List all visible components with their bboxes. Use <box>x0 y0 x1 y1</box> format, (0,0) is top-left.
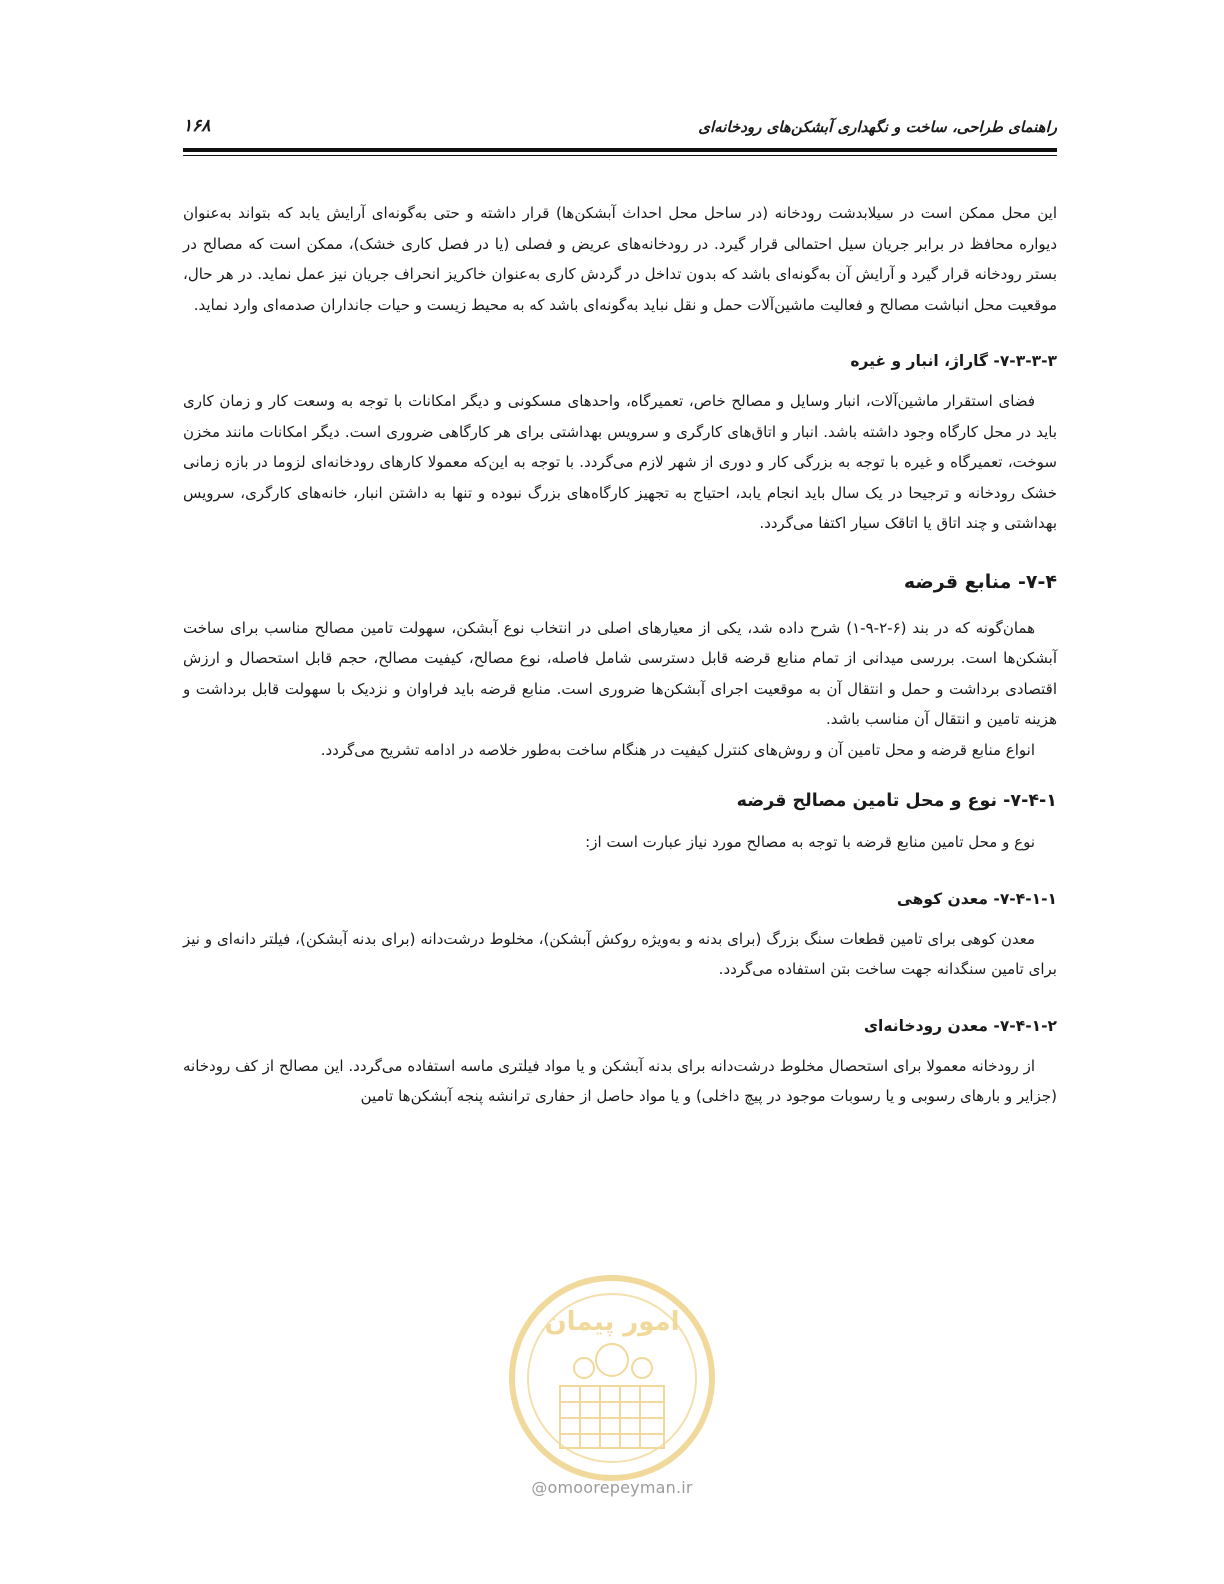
header-rule-thin <box>183 155 1057 156</box>
heading-mountain-quarry: ۷-۴-۱-۱- معدن کوهی <box>896 889 1057 908</box>
page-number: ۱۶۸ <box>183 116 211 136</box>
paragraph-river-quarry: از رودخانه معمولا برای استحصال مخلوط درشت‌دانه برای بدنه آبشکن و یا مواد فیلتری ماسه استفاده می‌گردد. این مصالح از کف رودخانه (جزایر و بارهای رسوبی و یا رسوبات موجود در پیچ داخلی) و یا مواد حاصل از حفاری ترانشه پنجه آبشکن‌ها تامین <box>183 1056 1057 1105</box>
heading-river-quarry: ۷-۴-۱-۲- معدن رودخانه‌ای <box>863 1016 1057 1035</box>
body-text <box>183 198 1057 1112</box>
paragraph-borrow-type-location: نوع و محل تامین منابع قرضه با توجه به مصالح مورد نیاز عبارت است از: <box>585 833 1035 851</box>
running-header <box>183 110 1057 146</box>
watermark-site: @omoorepeyman.ir <box>531 1478 693 1497</box>
header-title: راهنمای طراحی، ساخت و نگهداری آبشکن‌های رودخانه‌ای <box>698 118 1057 136</box>
paragraph-borrow-types-intro: انواع منابع قرضه و محل تامین آن و روش‌های کنترل کیفیت در هنگام ساخت به‌طور خلاصه در ادامه تشریح می‌گردد. <box>320 740 1035 759</box>
heading-borrow-sources: ۷-۴- منابع قرضه <box>903 570 1057 593</box>
watermark-logo <box>502 1268 722 1488</box>
heading-borrow-type-location: ۷-۴-۱- نوع و محل تامین مصالح قرضه <box>736 791 1057 811</box>
paragraph-garage-warehouse: فضای استقرار ماشین‌آلات، انبار وسایل و مصالح خاص، تعمیرگاه، واحدهای مسکونی و دیگر امکانات با توجه به وسعت کار و زمان کاری باید در محل کارگاه وجود داشته باشد. انبار و اتاق‌های کارگری و سرویس بهداشتی برای هر کارگاهی ضروری است. دیگر امکانات مانند مخزن سوخت، تعمیرگاه و غیره با توجه به بزرگی کار و دوری از شهر لازم می‌گردد. با توجه به این‌که معمولا کارهای رودخانه‌ای لزوما در بازه زمانی خشک رودخانه و ترجیحا در یک سال باید انجام یابد، احتیاج به تجهیز کارگاه‌های بزرگ نبوده و تنها به داشتن انبار، خانه‌های کارگری، سرویس بهداشتی و چند اتاق یا اتاقک سیار اکتفا می‌گردد. <box>183 392 1057 532</box>
heading-garage-warehouse: ۷-۳-۳-۳- گاراژ، انبار و غیره <box>850 352 1057 370</box>
paragraph-borrow-sources: همان‌گونه که در بند (۶-۲-۹-۱) شرح داده شد، یکی از معیارهای اصلی در انتخاب نوع آبشکن، سهولت تامین مصالح مناسب برای ساخت آبشکن‌ها است. بررسی میدانی از تمام منابع قرضه قابل دسترسی شامل فاصله، نوع مصالح، کیفیت مصالح، حجم قابل استحصال و ارزش اقتصادی برداشت و حمل و انتقال آن به موقعیت اجرای آبشکن‌ها ضروری است. منابع قرضه باید فراوان و نزدیک با سهولت قابل برداشت و هزینه تامین و انتقال آن مناسب باشد. <box>183 618 1057 728</box>
watermark-logo-text: امور پیمان <box>544 1307 680 1337</box>
paragraph-storage-location: این محل ممکن است در سیلابدشت رودخانه (در ساحل محل احداث آبشکن‌ها) قرار داشته و حتی به‌گونه‌ای آرایش یابد که بتواند به‌عنوان دیواره محافظ در برابر جریان سیل احتمالی قرار گیرد. در رودخانه‌های عریض و فصلی (یا در فصل کاری خشک)، ممکن است که مصالح در بستر رودخانه قرار گیرد و آرایش آن به‌گونه‌ای باشد که بدون تداخل در گردش کاری به‌عنوان خاکریز انحراف جریان نیز عمل نماید. در هر حال، موقعیت محل انباشت مصالح و فعالیت ماشین‌آلات حمل و نقل نباید به‌گونه‌ای باشد که به محیط زیست و حیات جانداران صدمه‌ای وارد نماید. <box>183 204 1057 314</box>
header-rule-thick <box>183 148 1057 152</box>
paragraph-mountain-quarry: معدن کوهی برای تامین قطعات سنگ بزرگ (برای بدنه و به‌ویژه روکش آبشکن)، مخلوط درشت‌دانه (برای بدنه آبشکن)، فیلتر دانه‌ای و نیز برای تامین سنگدانه جهت ساخت بتن استفاده می‌گردد. <box>183 929 1057 978</box>
